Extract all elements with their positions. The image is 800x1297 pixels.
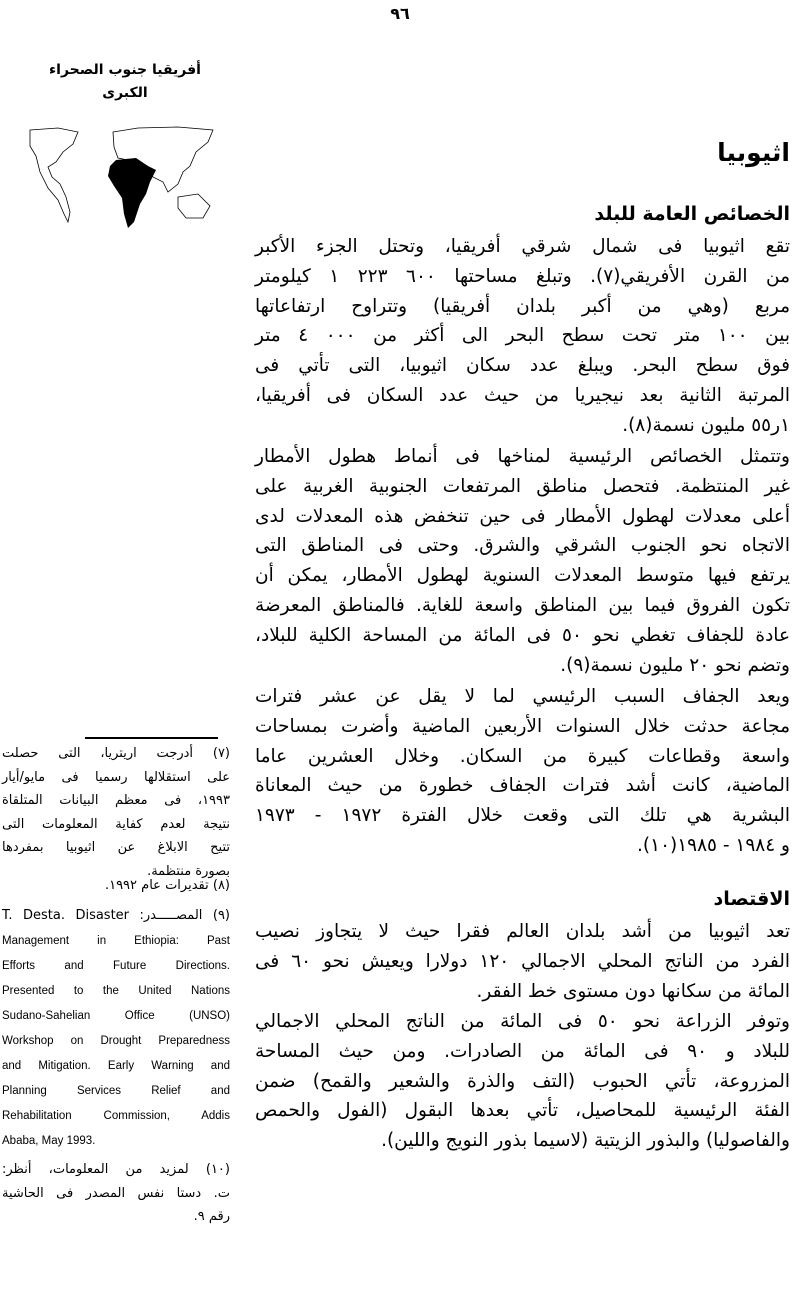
paragraph-line: الماضية، كانت أشد فترات الجفاف خطورة من حيث المعاناة bbox=[255, 775, 790, 797]
footnote-line: (١٠) لمزيد من المعلومات، أنظر: bbox=[2, 1162, 230, 1177]
footnote-line: Rehabilitation Commission, Addis bbox=[2, 1110, 230, 1122]
footnote-line: (٨) تقديرات عام ١٩٩٢. bbox=[104, 878, 230, 893]
paragraph-line: الفئة الرئيسية للمحاصيل، تأتي بعدها البقول (الفول والحمص bbox=[255, 1100, 790, 1122]
paragraph-line: ١ر٥٥ مليون نسمة(٨). bbox=[622, 414, 790, 436]
footnote-line: Workshop on Drought Preparedness bbox=[2, 1035, 230, 1047]
footnote-line: ت. دستا نفس المصدر فى الحاشية bbox=[2, 1185, 230, 1201]
footnote-line: Efforts and Future Directions. bbox=[2, 960, 230, 972]
footnote-line: (٧) أدرجت اريتريا، التى حصلت bbox=[2, 746, 230, 761]
paragraph-line: غير المنتظمة. فتحصل مناطق المرتفعات الجنوبية الغربية على bbox=[255, 475, 790, 497]
footnote-line: على استقلالها رسميا فى مايو/أيار bbox=[2, 769, 230, 785]
paragraph-line: من القرن الأفريقي(٧). وتبلغ مساحتها ٦٠٠ ٢٢٣ ١ كيلومتر bbox=[255, 265, 790, 287]
paragraph-line: المائة من سكانها دون مستوى خط الفقر. bbox=[476, 980, 790, 1002]
paragraph-line: المزروعة، تأتي الحبوب (التف والذرة والشعير والقمح) ضمن bbox=[255, 1070, 790, 1092]
footnote-line: Planning Services Relief and bbox=[2, 1085, 230, 1097]
paragraph-line: يرتفع فيها متوسط المعدلات السنوية لهطول الأمطار، يمكن أن bbox=[255, 565, 790, 587]
footnote-line: (٩) المصـــــدر: T. Desta. Disaster bbox=[2, 908, 230, 923]
paragraph-line: تقع اثيوبيا فى شمال شرقي أفريقيا، وتحتل الجزء الأكبر bbox=[255, 236, 790, 257]
world-map-icon bbox=[18, 122, 218, 232]
footnote-line: رقم ٩. bbox=[193, 1209, 230, 1224]
footnote-line: ١٩٩٣، فى معظم البيانات المتلقاة bbox=[2, 793, 230, 808]
paragraph-line: المرتبة الثانية بعد نيجيريا من حيث عدد السكان فى أفريقيا، bbox=[255, 385, 790, 406]
paragraph-line: للبلاد و ٩٠ فى المائة من الصادرات. ومن حيث المساحة bbox=[255, 1040, 790, 1062]
footnote-line: تتيح الابلاغ عن اثيوبيا بمفردها bbox=[2, 840, 230, 855]
section-heading-general: الخصائص العامة للبلد bbox=[594, 203, 790, 225]
country-title: اثيوبيا bbox=[717, 138, 790, 167]
paragraph-line: و ١٩٨٤ - ١٩٨٥(١٠). bbox=[637, 835, 790, 856]
footnote-line: and Mitigation. Early Warning and bbox=[2, 1060, 230, 1072]
footnote-line: Management in Ethiopia: Past bbox=[2, 935, 230, 947]
paragraph-line: تعد اثيوبيا من أشد بلدان العالم فقرا حيث لا يتجاوز نصيب bbox=[255, 921, 790, 942]
footnote-separator bbox=[85, 737, 218, 739]
page-number: ٩٦ bbox=[390, 4, 410, 23]
paragraph-line: واسعة وقطاعات كبيرة من السكان. وخلال العشرين عاما bbox=[255, 745, 790, 767]
paragraph-line: مجاعة حدثت خلال السنوات الأربعين الماضية وأضرت بمساحات bbox=[255, 715, 790, 737]
paragraph-line: الاتجاه نحو الجنوب الشرقي والشرق. وحتى فى المناطق التى bbox=[255, 535, 790, 557]
paragraph-line: وتتمثل الخصائص الرئيسية لمناخها فى أنماط هطول الأمطار bbox=[255, 446, 790, 467]
africa-highlight bbox=[108, 158, 156, 228]
map-caption-line-2: الكبرى bbox=[102, 85, 148, 101]
map-caption-line-1: أفريقيا جنوب الصحراء bbox=[49, 62, 201, 78]
paragraph-line: ويعد الجفاف السبب الرئيسي لما لا يقل عن عشر فترات bbox=[255, 686, 790, 707]
footnote-line: Sudano-Sahelian Office (UNSO) bbox=[2, 1010, 230, 1022]
paragraph-line: مربع (وهي من أكبر بلدان أفريقيا) وتتراوح ارتفاعاتها bbox=[255, 295, 790, 317]
paragraph-line: البشرية هي تلك التى وقعت خلال الفترة ١٩٧٢ - ١٩٧٣ bbox=[255, 805, 790, 827]
footnote-line: Presented to the United Nations bbox=[2, 985, 230, 997]
section-heading-economy: الاقتصاد bbox=[713, 888, 790, 910]
paragraph-line: الفرد من الناتج المحلي الاجمالي ١٢٠ دولارا ويعيش نحو ٦٠ فى bbox=[255, 950, 790, 972]
paragraph-line: تكون الفروق فيما بين المناطق واسعة للغاية. فالمناطق المعرضة bbox=[255, 595, 790, 616]
paragraph-line: بين ١٠٠ متر تحت سطح البحر الى أكثر من ٠٠٠ ٤ متر bbox=[255, 325, 790, 347]
footnote-line: Ababa, May 1993. bbox=[2, 1135, 96, 1147]
paragraph-line: فوق سطح البحر. ويبلغ عدد سكان اثيوبيا، التى تأتي فى bbox=[255, 355, 790, 377]
paragraph-line: عادة للجفاف تغطي نحو ٥٠ فى المائة من المساحة الكلية للبلاد، bbox=[255, 624, 790, 646]
paragraph-line: وتضم نحو ٢٠ مليون نسمة(٩). bbox=[560, 654, 790, 676]
paragraph-line: والفاصوليا) والبذور الزيتية (لاسيما بذور النويج واللين). bbox=[381, 1130, 790, 1152]
footnote-line: نتيجة لعدم كفاية المعلومات التى bbox=[2, 816, 230, 832]
footnote-line: بصورة منتظمة. bbox=[147, 863, 230, 879]
paragraph-line: أعلى معدلات لهطول الأمطار فى حين تنخفض هذه المعدلات لدى bbox=[255, 505, 790, 527]
paragraph-line: وتوفر الزراعة نحو ٥٠ فى المائة من الناتج المحلي الاجمالي bbox=[255, 1011, 790, 1032]
